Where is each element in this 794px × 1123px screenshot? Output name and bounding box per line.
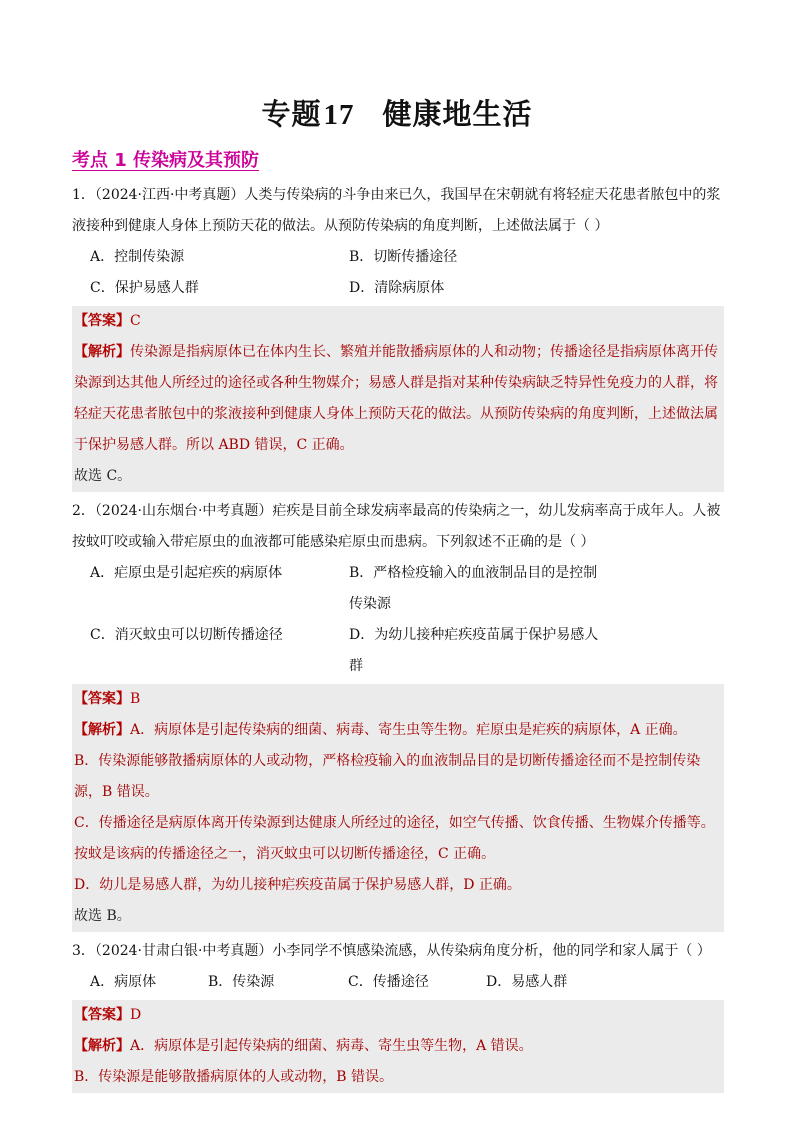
option-d: D．为幼儿接种疟疾疫苗属于保护易感人群 [349,627,599,674]
answer-tag: 【答案】 [74,691,130,707]
option-row [72,273,724,304]
option-c: C．保护易感人群 [90,280,199,296]
analysis-line [74,715,722,746]
analysis-text: B．传染源是能够散播病原体的人或动物，B 错误。 [74,1069,394,1085]
question-stem: 3．（2024·甘肃白银·中考真题）小李同学不慎感染流感，从传染病角度分析，他的同学和家人属于（ ） [72,943,711,959]
answer-line [74,306,722,337]
question-1 [72,180,724,304]
option-a: A．疟原虫是引起疟疾的病原体 [90,565,283,581]
option-b: B．切断传播途径 [349,249,458,265]
answer-line [74,1000,722,1031]
option-a: A．病原体 [90,974,157,990]
analysis-text: 传染源是指病原体已在体内生长、繁殖并能散播病原体的人和动物；传播途径是指病原体离开传染源到达其他人所经过的途径或各种生物媒介；易感人群是指对某种传染病缺乏特异性免疫力的人群，将轻症天花患者脓包中的浆液接种到健康人身体上预防天花的做法。从预防传染病的角度判断，上述做法属于保护易感人群。所以 ABD 错误，C 正确。 [74,344,718,453]
page-title [0,92,794,133]
answer-box [72,684,724,932]
analysis-text: C．传播途径是病原体离开传染源到达健康人所经过的途径，如空气传播、饮食传播、生物媒介传播等。按蚊是该病的传播途径之一，消灭蚊虫可以切断传播途径，C 正确。 [74,815,715,862]
question-3 [72,936,724,998]
option-c: C．消灭蚊虫可以切断传播途径 [90,627,283,643]
title-text: 健康地生活 [382,97,533,131]
option-row [72,242,724,273]
title-number: 17 [323,99,355,131]
option-row [72,967,724,998]
analysis-tag: 【解析】 [74,1038,130,1054]
question-stem: 1．（2024·江西·中考真题）人类与传染病的斗争由来已久，我国早在宋朝就有将轻症天花患者脓包中的浆液接种到健康人身体上预防天花的做法。从预防传染病的角度判断，上述做法属于（ ） [72,187,721,234]
analysis-line [74,1031,722,1062]
option-c: C．传播途径 [348,974,429,990]
answer-value: C [130,313,141,329]
section-heading: 考点 1 传染病及其预防 [72,150,260,171]
answer-box [72,1000,724,1093]
conclusion: 故选 B。 [74,908,131,924]
analysis-line [74,337,722,461]
option-d: D．清除病原体 [349,280,445,296]
answer-value: D [130,1007,142,1023]
answer-value: B [130,691,141,707]
analysis-text: A．病原体是引起传染病的细菌、病毒、寄生虫等生物。疟原虫是疟疾的病原体，A 正确。 [130,722,687,738]
analysis-text: B．传染源能够散播病原体的人或动物，严格检疫输入的血液制品目的是切断传播途径而不是控制传染源，B 错误。 [74,753,701,800]
answer-tag: 【答案】 [74,1007,130,1023]
option-a: A．控制传染源 [90,249,185,265]
question-list [72,180,724,1097]
answer-box [72,306,724,492]
option-b: B．严格检疫输入的血液制品目的是控制传染源 [349,565,598,612]
analysis-tag: 【解析】 [74,722,130,738]
option-row [72,558,724,620]
answer-line [74,684,722,715]
question-2 [72,496,724,682]
analysis-tag: 【解析】 [74,344,130,360]
option-b: B．传染源 [208,974,275,990]
answer-tag: 【答案】 [74,313,130,329]
title-prefix: 专题 [261,97,322,131]
option-d: D．易感人群 [486,974,568,990]
conclusion: 故选 C。 [74,468,132,484]
option-row [72,620,724,682]
analysis-text: D．幼儿是易感人群，为幼儿接种疟疾疫苗属于保护易感人群，D 正确。 [74,877,521,893]
analysis-text: A．病原体是引起传染病的细菌、病毒、寄生虫等生物，A 错误。 [130,1038,533,1054]
question-stem: 2．（2024·山东烟台·中考真题）疟疾是目前全球发病率最高的传染病之一，幼儿发病率高于成年人。人被按蚊叮咬或输入带疟原虫的血液都可能感染疟原虫而患病。下列叙述不正确的是（ ） [72,503,721,550]
